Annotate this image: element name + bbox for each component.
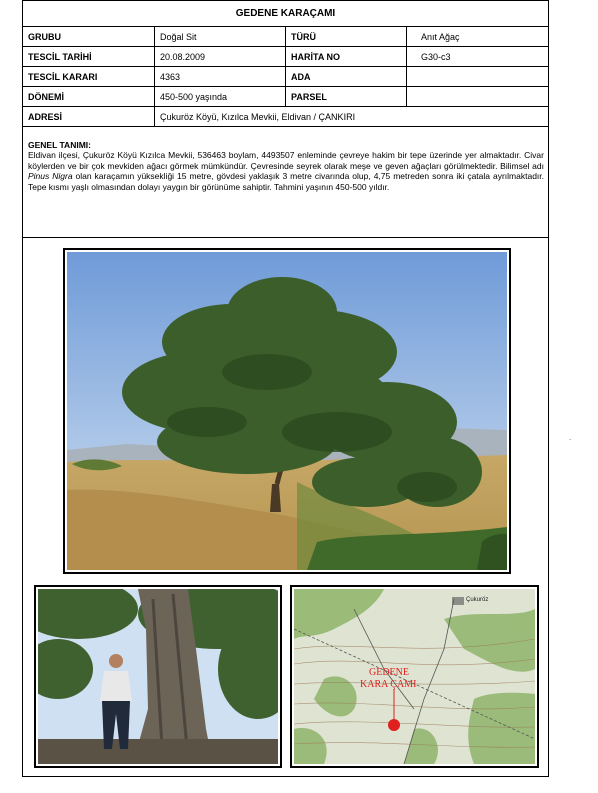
tescil-karari-label: TESCİL KARARI <box>23 67 155 86</box>
general-description <box>23 128 548 238</box>
ada-value <box>407 67 548 86</box>
parsel-value <box>407 87 548 106</box>
map-location-marker-icon <box>388 719 400 731</box>
tree-trunk-photo <box>34 585 282 768</box>
parsel-label: PARSEL <box>286 87 407 106</box>
row-tescil-karari <box>23 67 548 87</box>
tescil-karari-value: 4363 <box>155 67 286 86</box>
tree-landscape-photo <box>63 248 511 574</box>
grubu-value: Doğal Sit <box>155 27 286 46</box>
row-grubu <box>23 27 548 47</box>
row-adresi <box>23 107 548 127</box>
row-donemi <box>23 87 548 107</box>
harita-no-label: HARİTA NO <box>286 47 407 66</box>
donemi-value: 450-500 yaşında <box>155 87 286 106</box>
turu-label: TÜRÜ <box>286 27 407 46</box>
description-text-part2: olan karaçamın yüksekliği 15 metre, gövdesi yaklaşık 3 metre civarında olup, 4,75 metreden sonra iki çatala ayrılmaktadır. Tepe kısmı yaşlı olmasından dolayı yaygın bir görünüme sahiptir. Tahmini yaşının 450-500 yıldır. <box>28 171 544 192</box>
page-title: GEDENE KARAÇAMI <box>23 1 548 27</box>
map-village-label: Çukuröz <box>466 597 489 603</box>
adresi-label: ADRESİ <box>23 107 155 126</box>
species-name: Pinus Nigra <box>28 171 73 182</box>
monument-record-sheet <box>22 0 549 777</box>
row-tescil-tarihi <box>23 47 548 67</box>
adresi-value: Çukuröz Köyü, Kızılca Mevkii, Eldivan / ÇANKIRI <box>160 111 356 122</box>
map-marker-label-line2: KARA ÇAMI <box>360 679 417 690</box>
ada-label: ADA <box>286 67 407 86</box>
description-text <box>28 150 544 192</box>
grubu-label: GRUBU <box>23 27 155 46</box>
stray-mark: . <box>569 433 572 442</box>
map-marker-label-line1: GEDENE <box>369 667 409 678</box>
description-text-part1: Eldivan ilçesi, Çukuröz Köyü Kızılca Mevkii, 536463 boylam, 4493507 enleminde çevreye hakim bir tepe üzerinde yer almaktadır. Civar köylerden ve bir çok mevkiden ağacı görmek mümkündür. Çevresinde seyrek olarak meşe ve geven ağaçları görülmektedir. Bilimsel adı <box>28 150 544 171</box>
harita-no-value: G30-c3 <box>421 51 451 62</box>
turu-value: Anıt Ağaç <box>421 31 460 42</box>
donemi-label: DÖNEMİ <box>23 87 155 106</box>
tescil-tarihi-label: TESCİL TARİHİ <box>23 47 155 66</box>
tescil-tarihi-value: 20.08.2009 <box>155 47 286 66</box>
description-title: GENEL TANIMI: <box>28 140 91 150</box>
location-map <box>290 585 539 768</box>
